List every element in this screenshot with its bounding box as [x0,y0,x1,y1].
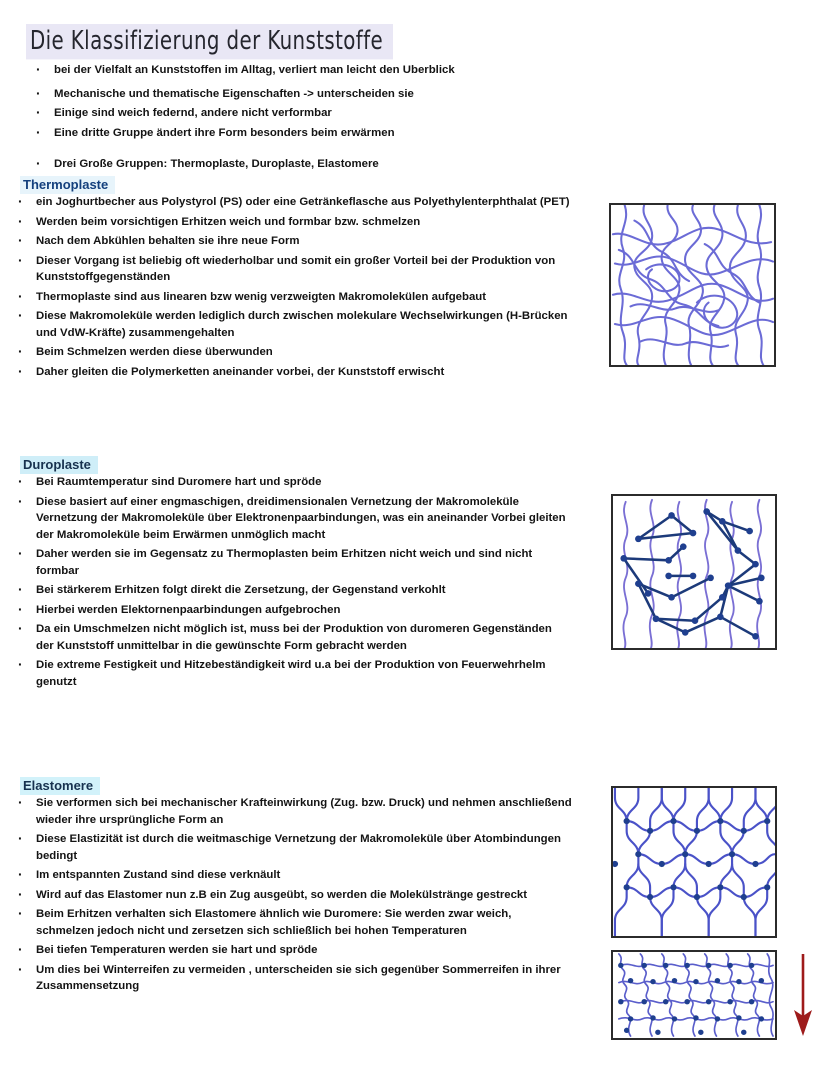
bullet-list-thermoplaste [12,194,572,383]
list-item: · Dieser Vorgang ist beliebig oft wiederholbar und somit ein großer Vorteil bei der Produktion von Kunststoffgegenständen [12,253,572,286]
list-item: · Da ein Umschmelzen nicht möglich ist, muss bei der Produktion von duromeren Gegenständen der Kunststoff unmittelbar in die gewünschte Form gebracht werden [12,621,572,654]
list-item: · Sie verformen sich bei mechanischer Krafteinwirkung (Zug. bzw. Druck) und nehmen anschließend wieder ihre ursprüngliche Form an [12,795,572,828]
list-item: · Diese Elastizität ist durch die weitmaschige Vernetzung der Makromoleküle über Atombindungen bedingt [12,831,572,864]
wide-mesh-network-icon [613,788,775,936]
section-heading-elastomere: Elastomere [20,777,100,795]
list-item: · Bei stärkerem Erhitzen folgt direkt die Zersetzung, der Gegenstand verkohlt [12,582,572,599]
section-heading-elastomere-wrap [20,777,100,795]
list-item: · Drei Große Gruppen: Thermoplaste, Duroplaste, Elastomere [30,156,575,173]
list-item: · Thermoplaste sind aus linearen bzw wenig verzweigten Makromolekülen aufgebaut [12,289,572,306]
list-item: · Daher werden sie im Gegensatz zu Thermoplasten beim Erhitzen nicht weich und sind nicht formbar [12,546,572,579]
list-item: · Nach dem Abkühlen behalten sie ihre neue Form [12,233,572,250]
list-item: · Diese Makromoleküle werden lediglich durch zwischen molekulare Wechselwirkungen (H-Brücken und VdW-Kräfte) zusammengehalten [12,308,572,341]
intro-bullet-list [30,62,575,176]
crosslinked-network-icon [613,496,775,648]
section-heading-duroplaste: Duroplaste [20,456,98,474]
coiled-network-icon [613,952,775,1038]
list-item: · Eine dritte Gruppe ändert ihre Form besonders beim erwärmen [30,125,575,142]
list-item: · ein Joghurtbecher aus Polystyrol (PS) oder eine Getränkeflasche aus Polyethylenterphthalat (PET) [12,194,572,211]
list-item: · Im entspannten Zustand sind diese verknäult [12,867,572,884]
list-item: · Diese basiert auf einer engmaschigen, dreidimensionalen Vernetzung der Makromoleküle Vernetzung der Makromoleküle über Elektronenpaarbindungen, was ein aneinander Vorbei gleiten der Makromoleküle beim Erwärmen unmöglich macht [12,494,572,544]
list-item: · Bei Raumtemperatur sind Duromere hart und spröde [12,474,572,491]
list-item: · Einige sind weich federnd, andere nicht verformbar [30,105,575,122]
list-item: · Daher gleiten die Polymerketten aneinander vorbei, der Kunststoff erwischt [12,364,572,381]
list-item: · Mechanische und thematische Eigenschaften -> unterscheiden sie [30,86,575,103]
list-item: · Werden beim vorsichtigen Erhitzen weich und formbar bzw. schmelzen [12,214,572,231]
list-item: · bei der Vielfalt an Kunststoffen im Alltag, verliert man leicht den Uberblick [30,62,575,79]
red-down-arrow-icon [788,952,818,1038]
figure-elastomere-stretched [611,786,777,938]
page-title: Die Klassifizierung der Kunststoffe [26,24,393,60]
bullet-list-elastomere [12,795,572,998]
figure-duroplaste [611,494,777,650]
list-item: · Die extreme Festigkeit und Hitzebeständigkeit wird u.a bei der Produktion von Feuerwehrhelm genutzt [12,657,572,690]
tangled-linear-chains-icon [611,205,774,365]
red-down-arrow-wrap [788,952,818,1038]
figure-elastomere-relaxed [611,950,777,1040]
list-item: · Bei tiefen Temperaturen werden sie hart und spröde [12,942,572,959]
section-heading-duroplaste-wrap [20,456,98,474]
bullet-list-duroplaste [12,474,572,693]
section-heading-thermoplaste: Thermoplaste [20,176,115,194]
page-title-wrap [26,24,393,54]
list-item: · Hierbei werden Elektornenpaarbindungen aufgebrochen [12,602,572,619]
list-item: · Beim Erhitzen verhalten sich Elastomere ähnlich wie Duromere: Sie werden zwar weich, schmelzen jedoch nicht und zersetzen sich schließlich bei hohen Temperaturen [12,906,572,939]
figure-thermoplaste [609,203,776,367]
list-item: · Beim Schmelzen werden diese überwunden [12,344,572,361]
list-item: · Um dies bei Winterreifen zu vermeiden , unterscheiden sie sich gegenüber Sommerreifen in ihrer Zusammensetzung [12,962,572,995]
list-item: · Wird auf das Elastomer nun z.B ein Zug ausgeübt, so werden die Molekülstränge gestreckt [12,887,572,904]
section-heading-thermoplaste-wrap [20,176,115,194]
